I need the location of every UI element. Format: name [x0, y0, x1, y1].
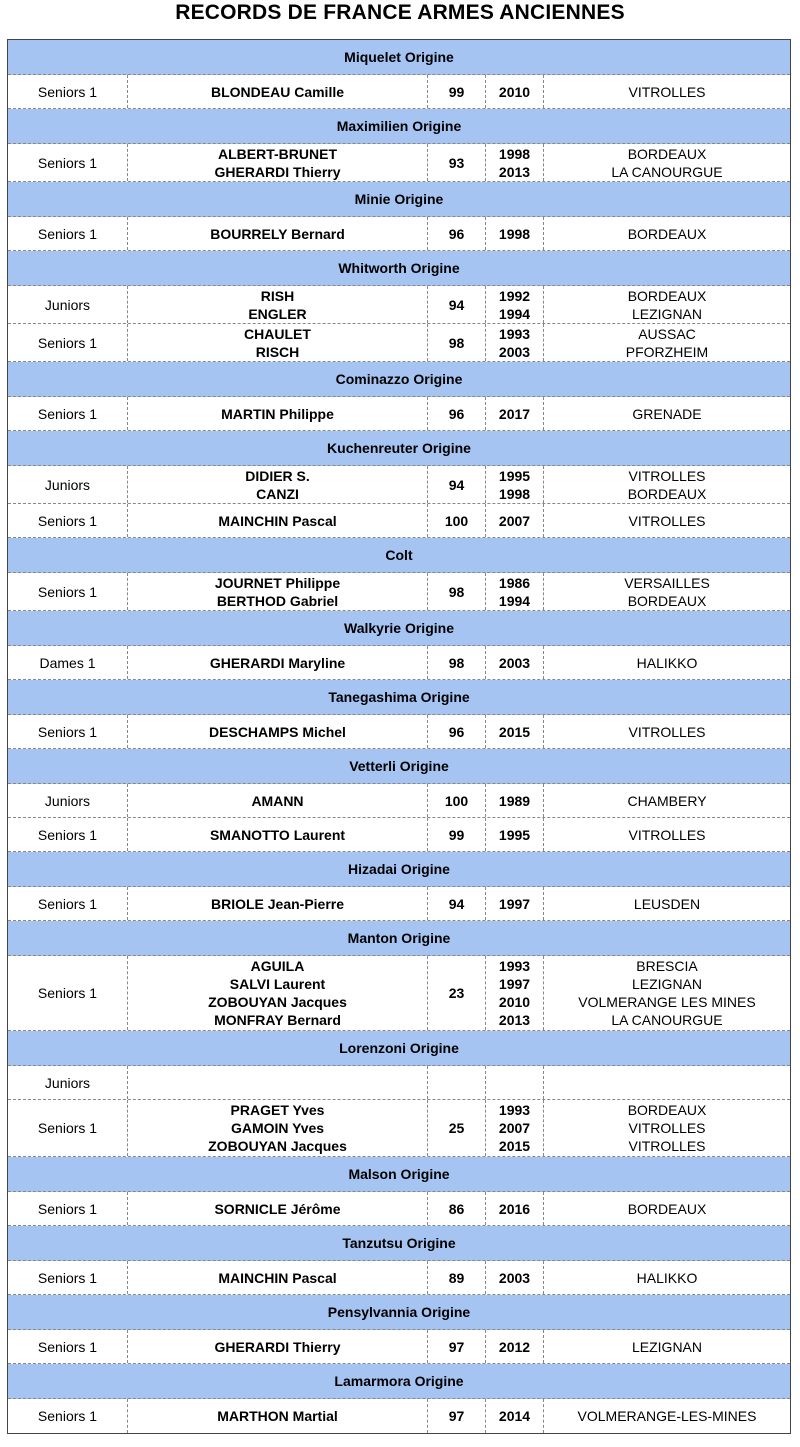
record-year: 1994	[498, 592, 531, 609]
record-year: 2013	[498, 1012, 531, 1028]
shooter-name: DESCHAMPS Michel	[209, 723, 346, 740]
shooter-name: GHERARDI Thierry	[214, 1338, 341, 1355]
shooter-name-cell	[128, 1192, 428, 1225]
score-cell: 97	[428, 1330, 486, 1363]
shooter-name: MARTHON Martial	[217, 1408, 338, 1424]
year-cell	[486, 887, 544, 920]
category-cell: Seniors 1	[8, 504, 128, 537]
table-row	[8, 1330, 790, 1364]
category-cell: Seniors 1	[8, 75, 128, 108]
score-cell: 94	[428, 286, 486, 323]
table-row	[8, 504, 790, 538]
year-cell	[486, 715, 544, 748]
table-row	[8, 466, 790, 504]
shooter-name: MARTIN Philippe	[221, 405, 334, 422]
category-cell: Seniors 1	[8, 1261, 128, 1294]
shooter-name: BRIOLE Jean-Pierre	[210, 895, 345, 912]
table-row	[8, 887, 790, 921]
place-cell	[544, 818, 790, 851]
category-cell: Seniors 1	[8, 1192, 128, 1225]
record-place: VOLMERANGE-LES-MINES	[577, 1408, 757, 1424]
year-cell	[486, 286, 544, 323]
shooter-name: PRAGET Yves	[230, 1102, 325, 1118]
category-cell: Juniors	[8, 784, 128, 817]
record-year: 1995	[498, 467, 531, 484]
table-row	[8, 217, 790, 251]
record-place: AUSSAC	[638, 325, 696, 342]
category-cell: Seniors 1	[8, 1399, 128, 1433]
section-header: Maximilien Origine	[8, 109, 790, 144]
score-cell: 100	[428, 504, 486, 537]
record-year: 2015	[498, 723, 531, 740]
shooter-name-cell	[128, 286, 428, 323]
shooter-name: MAINCHIN Pascal	[218, 512, 337, 529]
shooter-name-cell	[128, 1330, 428, 1363]
record-year: 2003	[498, 654, 531, 671]
place-cell	[544, 286, 790, 323]
record-place: BRESCIA	[636, 958, 698, 974]
place-cell	[544, 887, 790, 920]
record-year: 1989	[498, 792, 531, 809]
score-cell: 94	[428, 887, 486, 920]
section-header: Miquelet Origine	[8, 40, 790, 75]
score-cell: 98	[428, 646, 486, 679]
section-header: Cominazzo Origine	[8, 362, 790, 397]
shooter-name-cell	[128, 1100, 428, 1156]
score-cell: 99	[428, 75, 486, 108]
year-cell	[486, 818, 544, 851]
shooter-name: JOURNET Philippe	[214, 574, 341, 591]
shooter-name-cell	[128, 466, 428, 503]
category-cell: Dames 1	[8, 646, 128, 679]
table-row	[8, 646, 790, 680]
record-year: 1993	[498, 958, 531, 974]
table-row	[8, 818, 790, 852]
category-cell: Seniors 1	[8, 324, 128, 361]
place-cell	[544, 324, 790, 361]
record-year: 1992	[498, 287, 531, 304]
score-cell: 96	[428, 217, 486, 250]
section-header: Lamarmora Origine	[8, 1364, 790, 1399]
shooter-name: RISCH	[255, 343, 300, 360]
records-table	[7, 39, 791, 1434]
place-cell	[544, 1100, 790, 1156]
year-cell	[486, 784, 544, 817]
year-cell	[486, 144, 544, 181]
place-cell	[544, 784, 790, 817]
year-cell	[486, 217, 544, 250]
year-cell	[486, 1399, 544, 1433]
record-year: 1997	[498, 976, 531, 992]
shooter-name-cell	[128, 1399, 428, 1433]
section-header: Vetterli Origine	[8, 749, 790, 784]
shooter-name-cell	[128, 324, 428, 361]
record-place: VITROLLES	[628, 1120, 706, 1136]
shooter-name-cell	[128, 504, 428, 537]
record-place: LA CANOURGUE	[611, 1012, 723, 1028]
shooter-name-cell	[128, 887, 428, 920]
record-year: 2016	[498, 1200, 531, 1217]
shooter-name: BERTHOD Gabriel	[216, 592, 339, 609]
section-header: Hizadai Origine	[8, 852, 790, 887]
section-header: Manton Origine	[8, 921, 790, 956]
shooter-name-cell	[128, 818, 428, 851]
score-cell: 86	[428, 1192, 486, 1225]
table-row	[8, 1100, 790, 1157]
category-cell: Seniors 1	[8, 217, 128, 250]
table-row	[8, 144, 790, 182]
shooter-name-cell	[128, 1066, 428, 1099]
category-cell: Seniors 1	[8, 715, 128, 748]
section-header: Malson Origine	[8, 1157, 790, 1192]
table-row	[8, 1192, 790, 1226]
record-year: 1993	[498, 325, 531, 342]
year-cell	[486, 1192, 544, 1225]
record-place: BORDEAUX	[627, 592, 707, 609]
record-place: LEZIGNAN	[631, 1338, 702, 1355]
table-row	[8, 573, 790, 611]
place-cell	[544, 397, 790, 430]
section-header: Kuchenreuter Origine	[8, 431, 790, 466]
score-cell: 96	[428, 397, 486, 430]
record-place: LEZIGNAN	[631, 305, 702, 322]
record-place: HALIKKO	[636, 654, 698, 671]
shooter-name: GHERARDI Thierry	[214, 163, 341, 180]
score-cell: 96	[428, 715, 486, 748]
shooter-name-cell	[128, 1261, 428, 1294]
record-place: BORDEAUX	[627, 225, 707, 242]
category-cell: Juniors	[8, 286, 128, 323]
shooter-name: SMANOTTO Laurent	[209, 826, 346, 843]
year-cell	[486, 956, 544, 1030]
shooter-name-cell	[128, 956, 428, 1030]
section-header: Minie Origine	[8, 182, 790, 217]
score-cell: 94	[428, 466, 486, 503]
shooter-name: RISH	[260, 287, 295, 304]
section-header: Whitworth Origine	[8, 251, 790, 286]
record-place: VITROLLES	[628, 723, 706, 740]
record-place: VOLMERANGE LES MINES	[578, 994, 756, 1010]
section-header: Pensylvannia Origine	[8, 1295, 790, 1330]
category-cell: Seniors 1	[8, 887, 128, 920]
record-place: VERSAILLES	[624, 574, 710, 591]
shooter-name: CHAULET	[244, 325, 311, 342]
score-cell: 23	[428, 956, 486, 1030]
shooter-name: BLONDEAU Camille	[210, 83, 345, 100]
shooter-name: SALVI Laurent	[229, 976, 326, 992]
place-cell	[544, 715, 790, 748]
record-year: 2010	[498, 83, 531, 100]
section-header: Walkyrie Origine	[8, 611, 790, 646]
shooter-name: MONFRAY Bernard	[214, 1012, 341, 1028]
section-header: Lorenzoni Origine	[8, 1031, 790, 1066]
page-title: RECORDS DE FRANCE ARMES ANCIENNES	[175, 1, 625, 24]
record-place: VITROLLES	[628, 1138, 706, 1154]
category-cell: Seniors 1	[8, 144, 128, 181]
shooter-name-cell	[128, 397, 428, 430]
table-row	[8, 784, 790, 818]
record-year: 1986	[498, 574, 531, 591]
record-year: 2013	[498, 163, 531, 180]
record-year: 2007	[498, 512, 531, 529]
record-year: 1998	[498, 485, 531, 502]
record-place: BORDEAUX	[627, 145, 707, 162]
table-row	[8, 397, 790, 431]
shooter-name: DIDIER S.	[245, 467, 310, 484]
shooter-name: MAINCHIN Pascal	[218, 1269, 337, 1286]
record-year: 2007	[498, 1120, 531, 1136]
shooter-name-cell	[128, 217, 428, 250]
shooter-name: SORNICLE Jérôme	[214, 1200, 341, 1217]
table-row	[8, 715, 790, 749]
category-cell: Juniors	[8, 466, 128, 503]
table-row	[8, 286, 790, 324]
shooter-name-cell	[128, 646, 428, 679]
year-cell	[486, 324, 544, 361]
record-place: PFORZHEIM	[625, 343, 709, 360]
category-cell: Seniors 1	[8, 1100, 128, 1156]
shooter-name: CANZI	[256, 485, 299, 502]
table-row	[8, 1066, 790, 1100]
record-place: BORDEAUX	[627, 287, 707, 304]
shooter-name-cell	[128, 784, 428, 817]
place-cell	[544, 217, 790, 250]
score-cell: 98	[428, 324, 486, 361]
year-cell	[486, 646, 544, 679]
record-place: VITROLLES	[628, 512, 706, 529]
record-year: 2012	[498, 1338, 531, 1355]
place-cell	[544, 956, 790, 1030]
record-year: 1997	[498, 895, 531, 912]
table-row	[8, 956, 790, 1031]
place-cell	[544, 573, 790, 610]
shooter-name: ALBERT-BRUNET	[218, 145, 337, 162]
record-place: HALIKKO	[636, 1269, 698, 1286]
shooter-name-cell	[128, 573, 428, 610]
score-cell: 100	[428, 784, 486, 817]
year-cell	[486, 1330, 544, 1363]
category-cell: Juniors	[8, 1066, 128, 1099]
shooter-name-cell	[128, 144, 428, 181]
place-cell	[544, 1399, 790, 1433]
record-place: CHAMBERY	[627, 792, 707, 809]
category-cell: Seniors 1	[8, 573, 128, 610]
score-cell: 89	[428, 1261, 486, 1294]
place-cell	[544, 504, 790, 537]
record-place: VITROLLES	[628, 83, 706, 100]
year-cell	[486, 75, 544, 108]
place-cell	[544, 75, 790, 108]
section-header: Tanzutsu Origine	[8, 1226, 790, 1261]
category-cell: Seniors 1	[8, 818, 128, 851]
category-cell: Seniors 1	[8, 397, 128, 430]
place-cell	[544, 1192, 790, 1225]
record-place: LEZIGNAN	[631, 976, 702, 992]
score-cell: 99	[428, 818, 486, 851]
record-year: 2003	[498, 1269, 531, 1286]
record-place: VITROLLES	[628, 467, 706, 484]
shooter-name-cell	[128, 75, 428, 108]
category-cell: Seniors 1	[8, 956, 128, 1030]
score-cell: 93	[428, 144, 486, 181]
shooter-name-cell	[128, 715, 428, 748]
score-cell: 97	[428, 1399, 486, 1433]
category-cell: Seniors 1	[8, 1330, 128, 1363]
shooter-name: BOURRELY Bernard	[210, 225, 345, 242]
score-cell	[428, 1066, 486, 1099]
record-year: 1994	[498, 305, 531, 322]
shooter-name: GAMOIN Yves	[230, 1120, 325, 1136]
record-year: 2015	[498, 1138, 531, 1154]
place-cell	[544, 466, 790, 503]
record-year: 2014	[498, 1408, 531, 1424]
record-place: BORDEAUX	[627, 1200, 707, 1217]
score-cell: 25	[428, 1100, 486, 1156]
section-header: Colt	[8, 538, 790, 573]
record-place: BORDEAUX	[627, 485, 707, 502]
record-year: 2010	[498, 994, 531, 1010]
record-year: 1993	[498, 1102, 531, 1118]
year-cell	[486, 466, 544, 503]
table-row	[8, 324, 790, 362]
place-cell	[544, 144, 790, 181]
record-place: VITROLLES	[628, 826, 706, 843]
year-cell	[486, 397, 544, 430]
shooter-name: GHERARDI Maryline	[209, 654, 346, 671]
record-year: 2017	[498, 405, 531, 422]
year-cell	[486, 1066, 544, 1099]
table-row	[8, 1261, 790, 1295]
place-cell	[544, 1261, 790, 1294]
table-row	[8, 1399, 790, 1433]
record-place: GRENADE	[632, 405, 702, 422]
shooter-name: AGUILA	[250, 958, 305, 974]
record-year: 1998	[498, 145, 531, 162]
score-cell: 98	[428, 573, 486, 610]
record-place: BORDEAUX	[627, 1102, 707, 1118]
year-cell	[486, 504, 544, 537]
record-year: 1995	[498, 826, 531, 843]
shooter-name: AMANN	[251, 792, 304, 809]
section-header: Tanegashima Origine	[8, 680, 790, 715]
year-cell	[486, 1261, 544, 1294]
shooter-name: ZOBOUYAN Jacques	[208, 1138, 347, 1154]
record-place: LA CANOURGUE	[611, 163, 723, 180]
record-year: 1998	[498, 225, 531, 242]
place-cell	[544, 1330, 790, 1363]
year-cell	[486, 1100, 544, 1156]
year-cell	[486, 573, 544, 610]
shooter-name: ZOBOUYAN Jacques	[208, 994, 347, 1010]
shooter-name: ENGLER	[248, 305, 307, 322]
record-place: LEUSDEN	[633, 895, 701, 912]
table-row	[8, 75, 790, 109]
place-cell	[544, 646, 790, 679]
place-cell	[544, 1066, 790, 1099]
record-year: 2003	[498, 343, 531, 360]
